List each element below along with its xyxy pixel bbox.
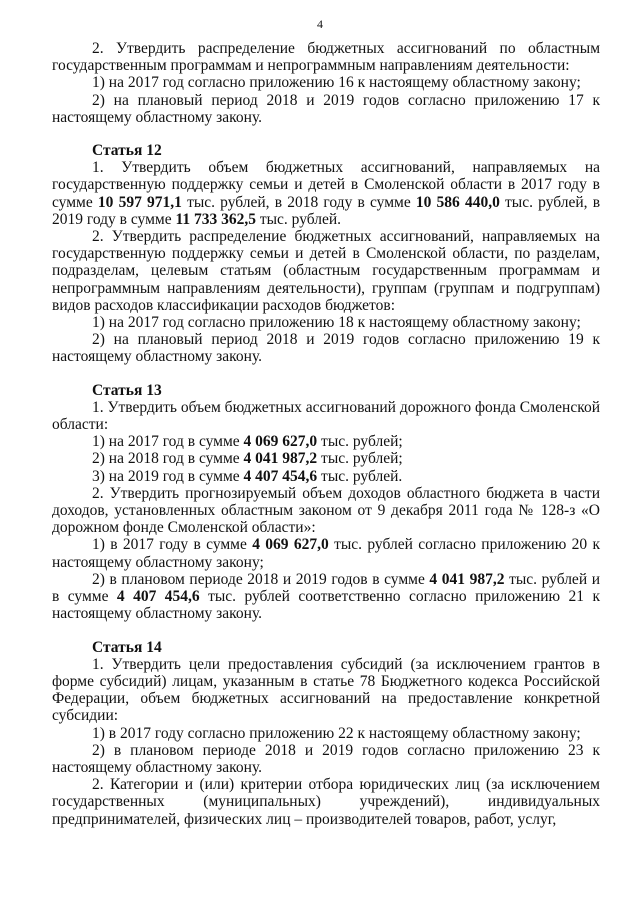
paragraph: 2. Утвердить распределение бюджетных ассигнований по областным государственным программам и непрограммным направлениям деятельности: (52, 40, 600, 75)
paragraph: 2. Утвердить прогнозируемый объем доходов областного бюджета в части доходов, установленных областным законом от 9 декабря 2011 года № 128-з «О дорожном фонде Смоленской области»: (52, 484, 600, 537)
paragraph: 1. Утвердить объем бюджетных ассигнований, направляемых на государственную поддержку семьи и детей в Смоленской области в 2017 году в сумме 10 597 971,1 тыс. рублей, в 2018 году в сумме 10 586 440,0 тыс. рублей, в 2019 году в сумме 11 733 362,5 тыс. рублей. (52, 159, 601, 228)
page-number: 4 (317, 17, 323, 31)
paragraph: 1) на 2017 год в сумме 4 069 627,0 тыс. рублей; (92, 433, 403, 451)
paragraph: 2) на плановый период 2018 и 2019 годов согласно приложению 19 к настоящему областному закону. (52, 331, 600, 366)
paragraph: 1) на 2017 год согласно приложению 18 к настоящему областному закону; (92, 314, 581, 332)
document-body (52, 40, 600, 828)
paragraph: 1) на 2017 год согласно приложению 16 к настоящему областному закону; (92, 74, 581, 92)
paragraph: 2. Утвердить распределение бюджетных ассигнований, направляемых на государственную поддержку семьи и детей в Смоленской области, по разделам, подразделам, целевым статьям (областным государственным программам и непрограммным направлениям деятельности), группам (группам и подгруппам) видов расходов классификации расходов бюджетов: (52, 228, 600, 314)
article-heading: Статья 14 (92, 638, 162, 656)
paragraph: 2) на 2018 год в сумме 4 041 987,2 тыс. рублей; (92, 450, 403, 468)
paragraph: 2. Категории и (или) критерии отбора юридических лиц (за исключением государственных (муниципальных) учреждений), индивидуальных предпринимателей, физических лиц – производителей товаров, работ, услуг, (52, 776, 600, 828)
paragraph: 2) в плановом периоде 2018 и 2019 годов в сумме 4 041 987,2 тыс. рублей и в сумме 4 407 454,6 тыс. рублей соответственно согласно приложению 21 к настоящему областному закону. (52, 570, 601, 623)
paragraph: 2) на плановый период 2018 и 2019 годов согласно приложению 17 к настоящему областному закону. (52, 91, 600, 126)
paragraph: 1. Утвердить цели предоставления субсидий (за исключением грантов в форме субсидий) лицам, указанным в статье 78 Бюджетного кодекса Российской Федерации, объем бюджетных ассигнований на предоставление конкретной субсидии: (52, 655, 600, 725)
paragraph: 3) на 2019 год в сумме 4 407 454,6 тыс. рублей. (92, 467, 403, 485)
article-heading: Статья 13 (92, 381, 162, 399)
paragraph: 2) в плановом периоде 2018 и 2019 годов согласно приложению 23 к настоящему областному закону. (52, 741, 600, 776)
paragraph: 1. Утвердить объем бюджетных ассигнований дорожного фонда Смоленской области: (52, 398, 600, 434)
article-heading: Статья 12 (92, 142, 162, 160)
section-gap (52, 623, 600, 639)
section-gap (52, 366, 600, 382)
paragraph: 1) в 2017 году согласно приложению 22 к настоящему областному закону; (92, 724, 581, 742)
section-gap (52, 126, 600, 142)
paragraph: 1) в 2017 году в сумме 4 069 627,0 тыс. рублей согласно приложению 20 к настоящему областному закону; (52, 536, 600, 571)
